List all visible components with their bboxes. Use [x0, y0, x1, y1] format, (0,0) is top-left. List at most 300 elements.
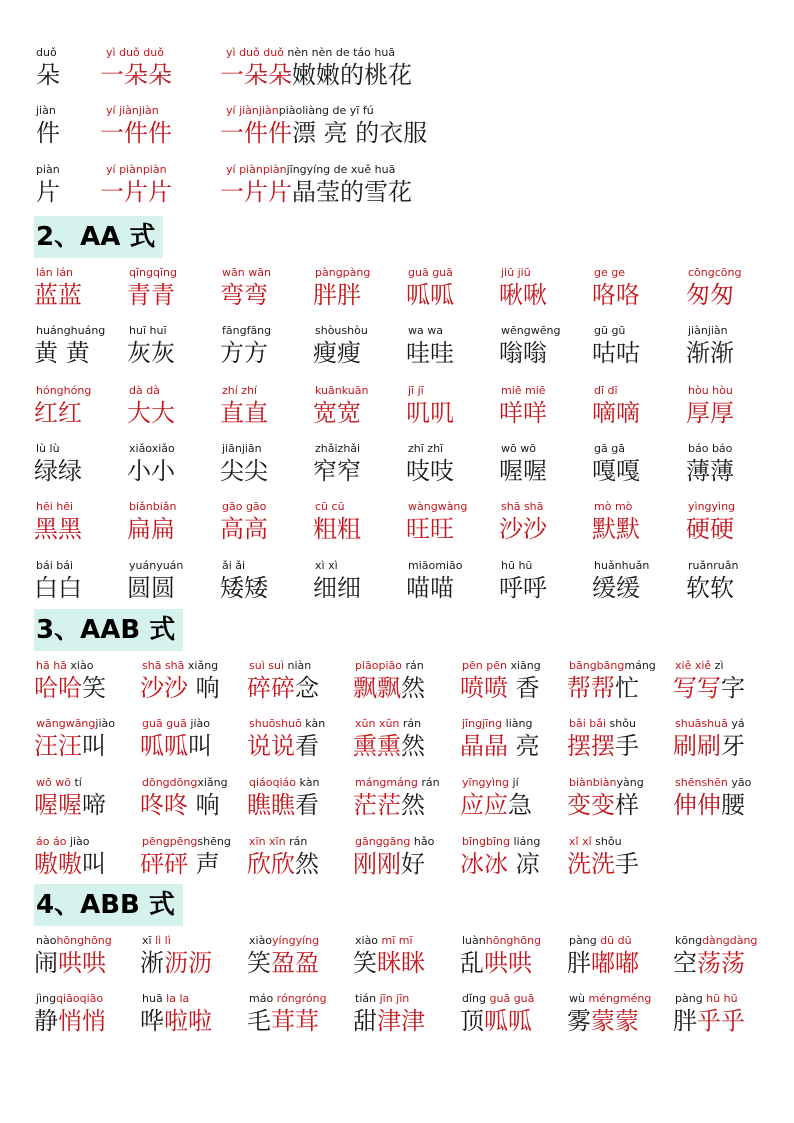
pinyin-black: nào [36, 934, 57, 947]
pinyin-red: jīngjīng [462, 717, 503, 730]
hanzi-red: 盈盈 [271, 949, 319, 977]
hanzi-red: 喔喔 [34, 791, 82, 819]
hanzi-black: 毛 [247, 1007, 271, 1035]
aa-word [34, 324, 124, 368]
pinyin-red: yì duǒ duǒ [226, 46, 284, 59]
abb-word [353, 934, 459, 978]
pinyin: ǎi ǎi [222, 559, 246, 572]
hanzi: 瘦瘦 [313, 339, 361, 367]
hanzi-black: 哗 [140, 1007, 164, 1035]
aa-word [406, 266, 496, 310]
pinyin-red: hū hū [702, 992, 738, 1005]
hanzi-red: 刚刚 [353, 850, 401, 878]
pinyin: lù lù [36, 442, 60, 455]
aa-word [34, 500, 124, 544]
hanzi-red: 嗷嗷 [34, 850, 82, 878]
pinyin-red: biànbiàn [569, 776, 617, 789]
pinyin: guā guā [408, 266, 453, 279]
aab-word [567, 659, 673, 703]
hanzi: 叽叽 [406, 399, 454, 427]
hanzi: 嗡嗡 [499, 339, 547, 367]
pinyin-red: xīn xīn [249, 835, 286, 848]
pinyin: cōngcōng [688, 266, 742, 279]
hanzi-black: 空 [673, 949, 697, 977]
aa-word [499, 384, 589, 428]
pinyin-red: la la [162, 992, 190, 1005]
pinyin-red: bāngbāng [569, 659, 625, 672]
pinyin: zhǎizhǎi [315, 442, 361, 455]
aab-word [247, 776, 353, 820]
pinyin-red: shēnshēn [675, 776, 728, 789]
hanzi: 蓝蓝 [34, 281, 82, 309]
pinyin: yí jiànjiàn [106, 104, 159, 117]
pinyin-red: bǎi bǎi [569, 717, 607, 730]
aa-word [127, 559, 217, 603]
pinyin-red: guā guā [142, 717, 187, 730]
hanzi-black: 顶 [460, 1007, 484, 1035]
hanzi-black: 晶莹的雪花 [292, 178, 412, 206]
hanzi-red: 瞧瞧 [247, 791, 295, 819]
hanzi-red: 洗洗 [567, 850, 615, 878]
pinyin: yìngyìng [688, 500, 736, 513]
pinyin: kuānkuān [315, 384, 369, 397]
aa-word [686, 500, 776, 544]
pinyin-black: nèn nèn de táo huā [283, 46, 396, 59]
hanzi-red: 哈哈 [34, 674, 82, 702]
pinyin: biǎnbiǎn [129, 500, 177, 513]
pinyin: wàngwàng [408, 500, 468, 513]
pinyin: jiànjiàn [688, 324, 728, 337]
aab-word [460, 776, 566, 820]
aa-word [686, 266, 776, 310]
hanzi: 一件件 [100, 119, 172, 147]
hanzi-red: 哄哄 [484, 949, 532, 977]
hanzi-red: 飘飘 [353, 674, 401, 702]
hanzi-black: 字 [721, 674, 745, 702]
hanzi-black: 凉 [508, 850, 540, 878]
pinyin-black: xiāng [506, 659, 541, 672]
pinyin: shā shā [501, 500, 544, 513]
aa-word [34, 442, 124, 486]
hanzi: 吱吱 [406, 457, 454, 485]
hanzi: 嘎嘎 [592, 457, 640, 485]
aab-word [34, 717, 140, 761]
aa-word [313, 442, 403, 486]
pinyin-black: zì [711, 659, 724, 672]
aa-word [406, 442, 496, 486]
hanzi-black: 念 [295, 674, 319, 702]
pinyin-black: jiào [186, 717, 210, 730]
aab-word [353, 659, 459, 703]
hanzi-black: 叫 [188, 732, 212, 760]
hanzi-red: 乎乎 [697, 1007, 745, 1035]
pinyin: hū hū [501, 559, 533, 572]
pinyin: hòu hòu [688, 384, 733, 397]
hanzi: 高高 [220, 515, 268, 543]
pinyin-red: wō wō [36, 776, 71, 789]
hanzi: 白白 [34, 574, 82, 602]
pinyin-red: bīngbīng [462, 835, 510, 848]
hanzi: 窄窄 [313, 457, 361, 485]
hanzi-red: 砰砰 [140, 850, 188, 878]
pinyin-black: tí [70, 776, 82, 789]
pinyin-black: máo [249, 992, 274, 1005]
pinyin: zhí zhí [222, 384, 258, 397]
aab-word [673, 717, 779, 761]
pinyin-red: lì lì [151, 934, 171, 947]
pinyin: hónghóng [36, 384, 92, 397]
pinyin-black: liàng [502, 717, 533, 730]
pinyin: ge ge [594, 266, 625, 279]
hanzi-red: 蒙蒙 [591, 1007, 639, 1035]
pinyin: wa wa [408, 324, 443, 337]
aa-word [406, 324, 496, 368]
hanzi-red: 刷刷 [673, 732, 721, 760]
abb-word [567, 934, 673, 978]
pinyin: jiū jiū [501, 266, 531, 279]
aab-word [567, 835, 673, 879]
pinyin: bái bái [36, 559, 74, 572]
hanzi-red: 写写 [673, 674, 721, 702]
aa-word [220, 266, 310, 310]
pinyin-black: huā [142, 992, 163, 1005]
hanzi: 圆圆 [127, 574, 175, 602]
hanzi-red: 眯眯 [377, 949, 425, 977]
hanzi-black: 漂 亮 的衣服 [292, 119, 428, 147]
aa-word [127, 266, 217, 310]
pinyin-black: niàn [284, 659, 312, 672]
hanzi: 硬硬 [686, 515, 734, 543]
hanzi-black: 嫩嫩的桃花 [292, 61, 412, 89]
hanzi: 弯弯 [220, 281, 268, 309]
pinyin: huánghuáng [36, 324, 106, 337]
hanzi-red: 哄哄 [58, 949, 106, 977]
aa-word [34, 266, 124, 310]
hanzi-red: 沙沙 [140, 674, 188, 702]
pinyin-red: xiě xiě [675, 659, 712, 672]
hanzi: 一片片 [100, 178, 172, 206]
pinyin-red: shuāshuā [675, 717, 728, 730]
aab-word [34, 776, 140, 820]
pinyin: shòushòu [315, 324, 368, 337]
pinyin-black: shǒu [591, 835, 622, 848]
aa-word [592, 442, 682, 486]
hanzi: 绿绿 [34, 457, 82, 485]
aab-word [353, 717, 459, 761]
hanzi-black: 手 [615, 850, 639, 878]
pinyin-red: gānggāng [355, 835, 411, 848]
hanzi: 细细 [313, 574, 361, 602]
hanzi-black: 叫 [82, 732, 106, 760]
hanzi: 薄薄 [686, 457, 734, 485]
hanzi: 一朵朵 [100, 61, 172, 89]
aab-word [140, 659, 246, 703]
pinyin-red: hōnghōng [485, 934, 542, 947]
hanzi: 旺旺 [406, 515, 454, 543]
aab-word [140, 717, 246, 761]
hanzi: 直直 [220, 399, 268, 427]
hanzi-red: 晶晶 [460, 732, 508, 760]
hanzi-red: 嘟嘟 [591, 949, 639, 977]
aab-word [247, 717, 353, 761]
pinyin-black: jīngyíng de xuě huā [286, 163, 396, 176]
hanzi-red: 变变 [567, 791, 615, 819]
aa-word [686, 384, 776, 428]
pinyin: gū gū [594, 324, 626, 337]
abb-word [140, 934, 246, 978]
hanzi: 红红 [34, 399, 82, 427]
pinyin-red: hōnghōng [56, 934, 112, 947]
aa-word [592, 500, 682, 544]
section-header-abb: 4、ABB 式 [34, 884, 183, 926]
hanzi: 厚厚 [686, 399, 734, 427]
hanzi-red: 帮帮 [567, 674, 615, 702]
hanzi: 粗粗 [313, 515, 361, 543]
hanzi-black: 香 [508, 674, 540, 702]
aa-word [499, 559, 589, 603]
pinyin-black: yá [727, 717, 745, 730]
pinyin-red: shuōshuō [249, 717, 302, 730]
pinyin: dī dī [594, 384, 618, 397]
pinyin-red: hā hā [36, 659, 67, 672]
pinyin-black: wù [569, 992, 585, 1005]
abb-word [34, 992, 140, 1036]
hanzi-black: 然 [401, 791, 425, 819]
hanzi-red: 荡荡 [697, 949, 745, 977]
hanzi-black: 急 [508, 791, 532, 819]
hanzi: 渐渐 [686, 339, 734, 367]
hanzi: 黄 黄 [34, 339, 90, 367]
aa-word [220, 442, 310, 486]
aa-word [499, 266, 589, 310]
pinyin: ruǎnruǎn [688, 559, 739, 572]
hanzi-red: 一件件 [220, 119, 292, 147]
pinyin-black: pàng [675, 992, 703, 1005]
aab-word [34, 659, 140, 703]
hanzi-black: 然 [295, 850, 319, 878]
aa-word [686, 442, 776, 486]
hanzi-black: 手 [615, 732, 639, 760]
hanzi: 喵喵 [406, 574, 454, 602]
pinyin: wān wān [222, 266, 271, 279]
hanzi-red: 呱呱 [140, 732, 188, 760]
hanzi-red: 冰冰 [460, 850, 508, 878]
hanzi: 咕咕 [592, 339, 640, 367]
hanzi-black: 啼 [82, 791, 106, 819]
hanzi: 片 [36, 178, 60, 206]
hanzi-black: 然 [401, 732, 425, 760]
abb-word [353, 992, 459, 1036]
aab-word [140, 776, 246, 820]
aa-word [127, 324, 217, 368]
hanzi: 朵 [36, 61, 60, 89]
hanzi: 青青 [127, 281, 175, 309]
hanzi-red: 摆摆 [567, 732, 615, 760]
pinyin-black: dǐng [462, 992, 486, 1005]
pinyin-black: luàn [462, 934, 486, 947]
hanzi: 方方 [220, 339, 268, 367]
pinyin: huǎnhuǎn [594, 559, 650, 572]
aa-word [406, 500, 496, 544]
pinyin-red: mī mī [378, 934, 413, 947]
hanzi: 扁扁 [127, 515, 175, 543]
pinyin-red: áo áo [36, 835, 67, 848]
pinyin-black: jìng [36, 992, 57, 1005]
hanzi-red: 喷喷 [460, 674, 508, 702]
hanzi-black: 亮 [508, 732, 540, 760]
aab-word [353, 835, 459, 879]
pinyin: huī huī [129, 324, 167, 337]
hanzi-black: 笑 [247, 949, 271, 977]
hanzi-black: 忙 [615, 674, 639, 702]
pinyin-black: rán [285, 835, 308, 848]
aab-word [247, 835, 353, 879]
hanzi-black: 牙 [721, 732, 745, 760]
abb-word [140, 992, 246, 1036]
pinyin-red: yí piànpiàn [226, 163, 287, 176]
hanzi-black: 看 [295, 732, 319, 760]
hanzi-black: 然 [401, 674, 425, 702]
aa-word [220, 559, 310, 603]
hanzi: 沙沙 [499, 515, 547, 543]
pinyin-red: suì suì [249, 659, 285, 672]
pinyin-red: dū dū [596, 934, 632, 947]
pinyin-red: jīn jīn [376, 992, 410, 1005]
pinyin: yí piànpiàn [106, 163, 167, 176]
hanzi: 咯咯 [592, 281, 640, 309]
hanzi-red: 沥沥 [164, 949, 212, 977]
hanzi-black: 笑 [353, 949, 377, 977]
pinyin-black: rán [402, 659, 424, 672]
pinyin-red: qiáoqiáo [249, 776, 297, 789]
pinyin-black: tián [355, 992, 377, 1005]
pinyin-black: xiào [355, 934, 379, 947]
pinyin: jiānjiān [222, 442, 262, 455]
aa-word [592, 384, 682, 428]
pinyin-red: qiāoqiāo [56, 992, 104, 1005]
hanzi: 尖尖 [220, 457, 268, 485]
hanzi-black: 看 [295, 791, 319, 819]
pinyin: wō wō [501, 442, 536, 455]
hanzi-red: 汪汪 [34, 732, 82, 760]
hanzi: 匆匆 [686, 281, 734, 309]
pinyin: duǒ [36, 46, 57, 59]
hanzi-black: 闹 [34, 949, 58, 977]
hanzi-red: 熏熏 [353, 732, 401, 760]
aa-word [313, 500, 403, 544]
abb-word [567, 992, 673, 1036]
aab-word [460, 835, 566, 879]
hanzi-red: 一片片 [220, 178, 292, 206]
pinyin-red: pēn pēn [462, 659, 507, 672]
pinyin-black: shēng [197, 835, 231, 848]
pinyin: lán lán [36, 266, 74, 279]
pinyin-black: piàoliàng de yī fú [278, 104, 374, 117]
abb-word [247, 934, 353, 978]
aa-word [499, 324, 589, 368]
pinyin-black: jí [509, 776, 519, 789]
hanzi: 黑黑 [34, 515, 82, 543]
aa-word [592, 266, 682, 310]
hanzi: 喔喔 [499, 457, 547, 485]
pinyin: fāngfāng [222, 324, 272, 337]
hanzi: 大大 [127, 399, 175, 427]
aa-word [127, 500, 217, 544]
hanzi: 灰灰 [127, 339, 175, 367]
aa-word [220, 384, 310, 428]
pinyin-black: xiào [249, 934, 273, 947]
pinyin-black: xiǎng [197, 776, 228, 789]
pinyin-red: róngróng [273, 992, 327, 1005]
hanzi: 咩咩 [499, 399, 547, 427]
aab-word [353, 776, 459, 820]
pinyin-black: kōng [675, 934, 703, 947]
aa-word [220, 500, 310, 544]
aa-word [499, 500, 589, 544]
aab-word [460, 659, 566, 703]
pinyin-red: xūn xūn [355, 717, 400, 730]
pinyin-red: shā shā [142, 659, 185, 672]
hanzi: 矮矮 [220, 574, 268, 602]
pinyin: gā gā [594, 442, 625, 455]
hanzi-red: 咚咚 [140, 791, 188, 819]
aa-word [313, 384, 403, 428]
hanzi-red: 碎碎 [247, 674, 295, 702]
aa-word [313, 559, 403, 603]
pinyin-black: máng [624, 659, 656, 672]
aa-word [686, 559, 776, 603]
pinyin-black: kàn [296, 776, 320, 789]
pinyin-black: yàng [616, 776, 644, 789]
pinyin-red: piāopiāo [355, 659, 403, 672]
pinyin-black: jiào [95, 717, 115, 730]
aab-word [460, 717, 566, 761]
hanzi-black: 叫 [82, 850, 106, 878]
hanzi-red: 茸茸 [271, 1007, 319, 1035]
hanzi: 宽宽 [313, 399, 361, 427]
hanzi-red: 一朵朵 [220, 61, 292, 89]
pinyin-black: xiào [66, 659, 94, 672]
pinyin-red: yíngyíng [272, 934, 320, 947]
pinyin: jiàn [36, 104, 56, 117]
pinyin: yuányuán [129, 559, 184, 572]
aa-word [686, 324, 776, 368]
pinyin-red: xǐ xǐ [569, 835, 592, 848]
pinyin-red: mángmáng [355, 776, 418, 789]
hanzi-red: 茫茫 [353, 791, 401, 819]
pinyin-black: shǒu [606, 717, 636, 730]
aab-word [567, 776, 673, 820]
hanzi-black: 乱 [460, 949, 484, 977]
hanzi-red: 呱呱 [484, 1007, 532, 1035]
hanzi: 件 [36, 119, 60, 147]
abb-word [34, 934, 140, 978]
hanzi-black: 好 [401, 850, 425, 878]
aa-word [313, 324, 403, 368]
pinyin-red: guā guā [486, 992, 535, 1005]
aab-word [140, 835, 246, 879]
hanzi-black: 胖 [567, 949, 591, 977]
pinyin: pàngpàng [315, 266, 371, 279]
pinyin: mò mò [594, 500, 633, 513]
aa-word [406, 384, 496, 428]
aa-word [313, 266, 403, 310]
pinyin-red: méngméng [584, 992, 652, 1005]
abb-word [460, 934, 566, 978]
pinyin: cū cū [315, 500, 345, 513]
aa-word [34, 559, 124, 603]
pinyin-black: kàn [301, 717, 326, 730]
